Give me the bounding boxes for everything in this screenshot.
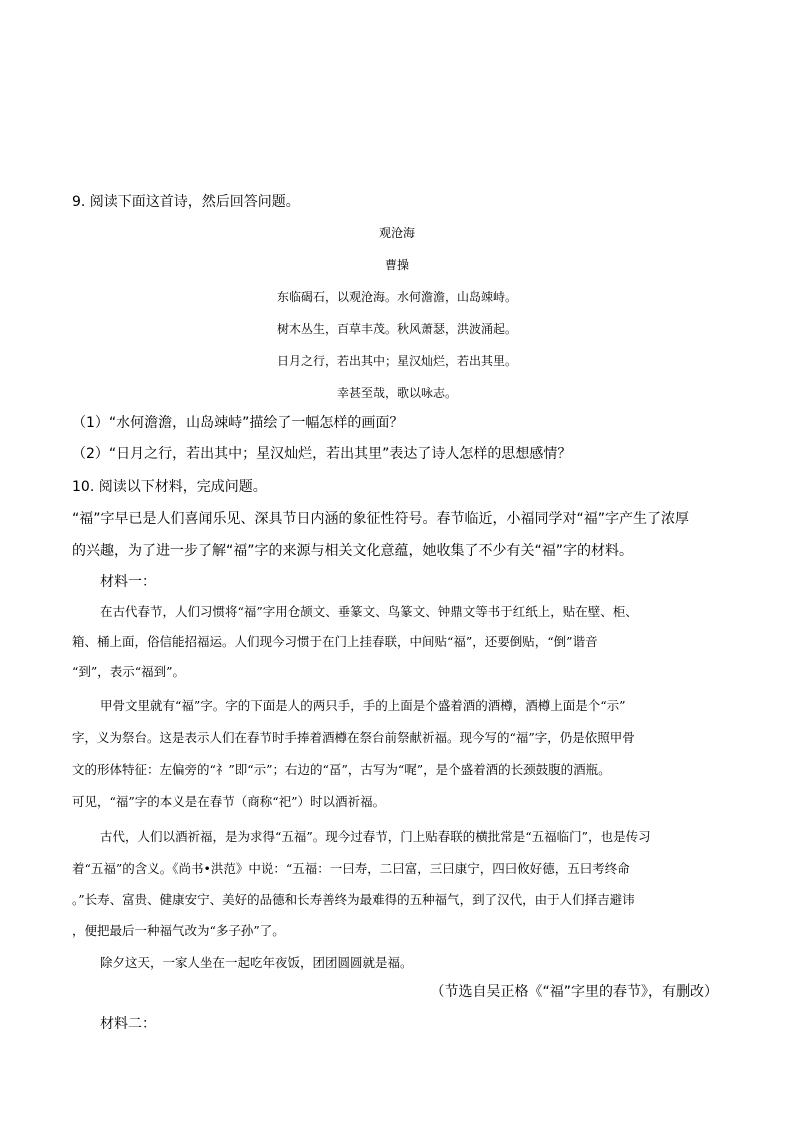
material-1-text: 甲骨文里就有“福”字。字的下面是人的两只手，手的上面是个盛着酒的酒樽，酒樽上面是个“示” (100, 698, 626, 713)
intro-text: 的兴趣，为了进一步了解“福”字的来源与相关文化意蕴，她收集了不少有关“福”字的材料。 (72, 543, 634, 559)
material-1-text: 古代，人们以酒祈福，是为求得“五福”。现今过春节，门上贴春联的横批常是“五福临门”，也是传习 (100, 829, 651, 844)
material-1-text: 。”长寿、富贵、健康安宁、美好的品德和长寿善终为最难得的五种福气，到了汉代，由于人们择吉避讳 (72, 892, 635, 907)
material-1-text: 在古代春节，人们习惯将“福”字用仓颉文、垂篆文、鸟篆文、钟鼎文等书于红纸上，贴在壁、柜、 (100, 604, 638, 619)
material-1-text: ，便把最后一种福气改为“多子孙”了。 (72, 923, 285, 938)
question-10-stem: 10. 阅读以下材料，完成问题。 (72, 479, 267, 495)
intro-text: “福”字早已是人们喜闻乐见、深具节日内涵的象征性符号。春节临近，小福同学对“福”字产生了浓厚 (72, 511, 690, 527)
material-1-text: “到”，表示“福到”。 (72, 664, 186, 679)
poem-title: 观沧海 (378, 226, 415, 240)
material-1-text: 文的形体特征：左偏旁的“礻”即“示”；右边的“畐”，古写为“𠳿”，是个盛着酒的长颈鼓腹的酒瓶。 (72, 762, 611, 777)
question-9-sub-1: （1）“水何澹澹，山岛竦峙”描绘了一幅怎样的画面？ (72, 415, 404, 431)
material-1-text: 着“五福”的含义。《尚书•洪范》中说：“五福：一曰寿，二曰富，三曰康宁，四曰攸好德，五曰考终命 (72, 861, 630, 876)
material-1-text: 字，义为祭台。这是表示人们在春节时手捧着酒樽在祭台前祭献祈福。现今写的“福”字，仍是依照甲骨 (72, 730, 635, 745)
material-1-text: 除夕这天，一家人坐在一起吃年夜饭，团团圆圆就是福。 (100, 955, 413, 970)
poem-author: 曹操 (384, 258, 409, 272)
question-9-stem: 9. 阅读下面这首诗，然后回答问题。 (72, 194, 300, 210)
material-1-text: 箱、桶上面，俗信能招福运。人们现今习惯于在门上挂春联，中间贴“福”，还要倒贴，“倒”谐音 (72, 634, 598, 649)
poem-line: 日月之行，若出其中；星汉灿烂，若出其里。 (276, 354, 517, 368)
material-2-label: 材料二： (100, 1016, 156, 1032)
poem-line: 树木丛生，百草丰茂。秋风萧瑟，洪波涌起。 (276, 322, 517, 336)
question-9-sub-2: （2）“日月之行，若出其中；星汉灿烂，若出其里”表达了诗人怎样的思想感情？ (72, 446, 572, 462)
material-1-label: 材料一： (100, 574, 156, 590)
material-1-text: 可见，“福”字的本义是在春节（商称“祀”）时以酒祈福。 (72, 794, 386, 809)
poem-line: 幸甚至哉，歌以咏志。 (336, 386, 457, 400)
material-1-source: （节选自吴正格《“福”字里的春节》，有删改） (430, 984, 718, 1000)
poem-line: 东临碣石，以观沧海。水何澹澹，山岛竦峙。 (276, 290, 517, 304)
